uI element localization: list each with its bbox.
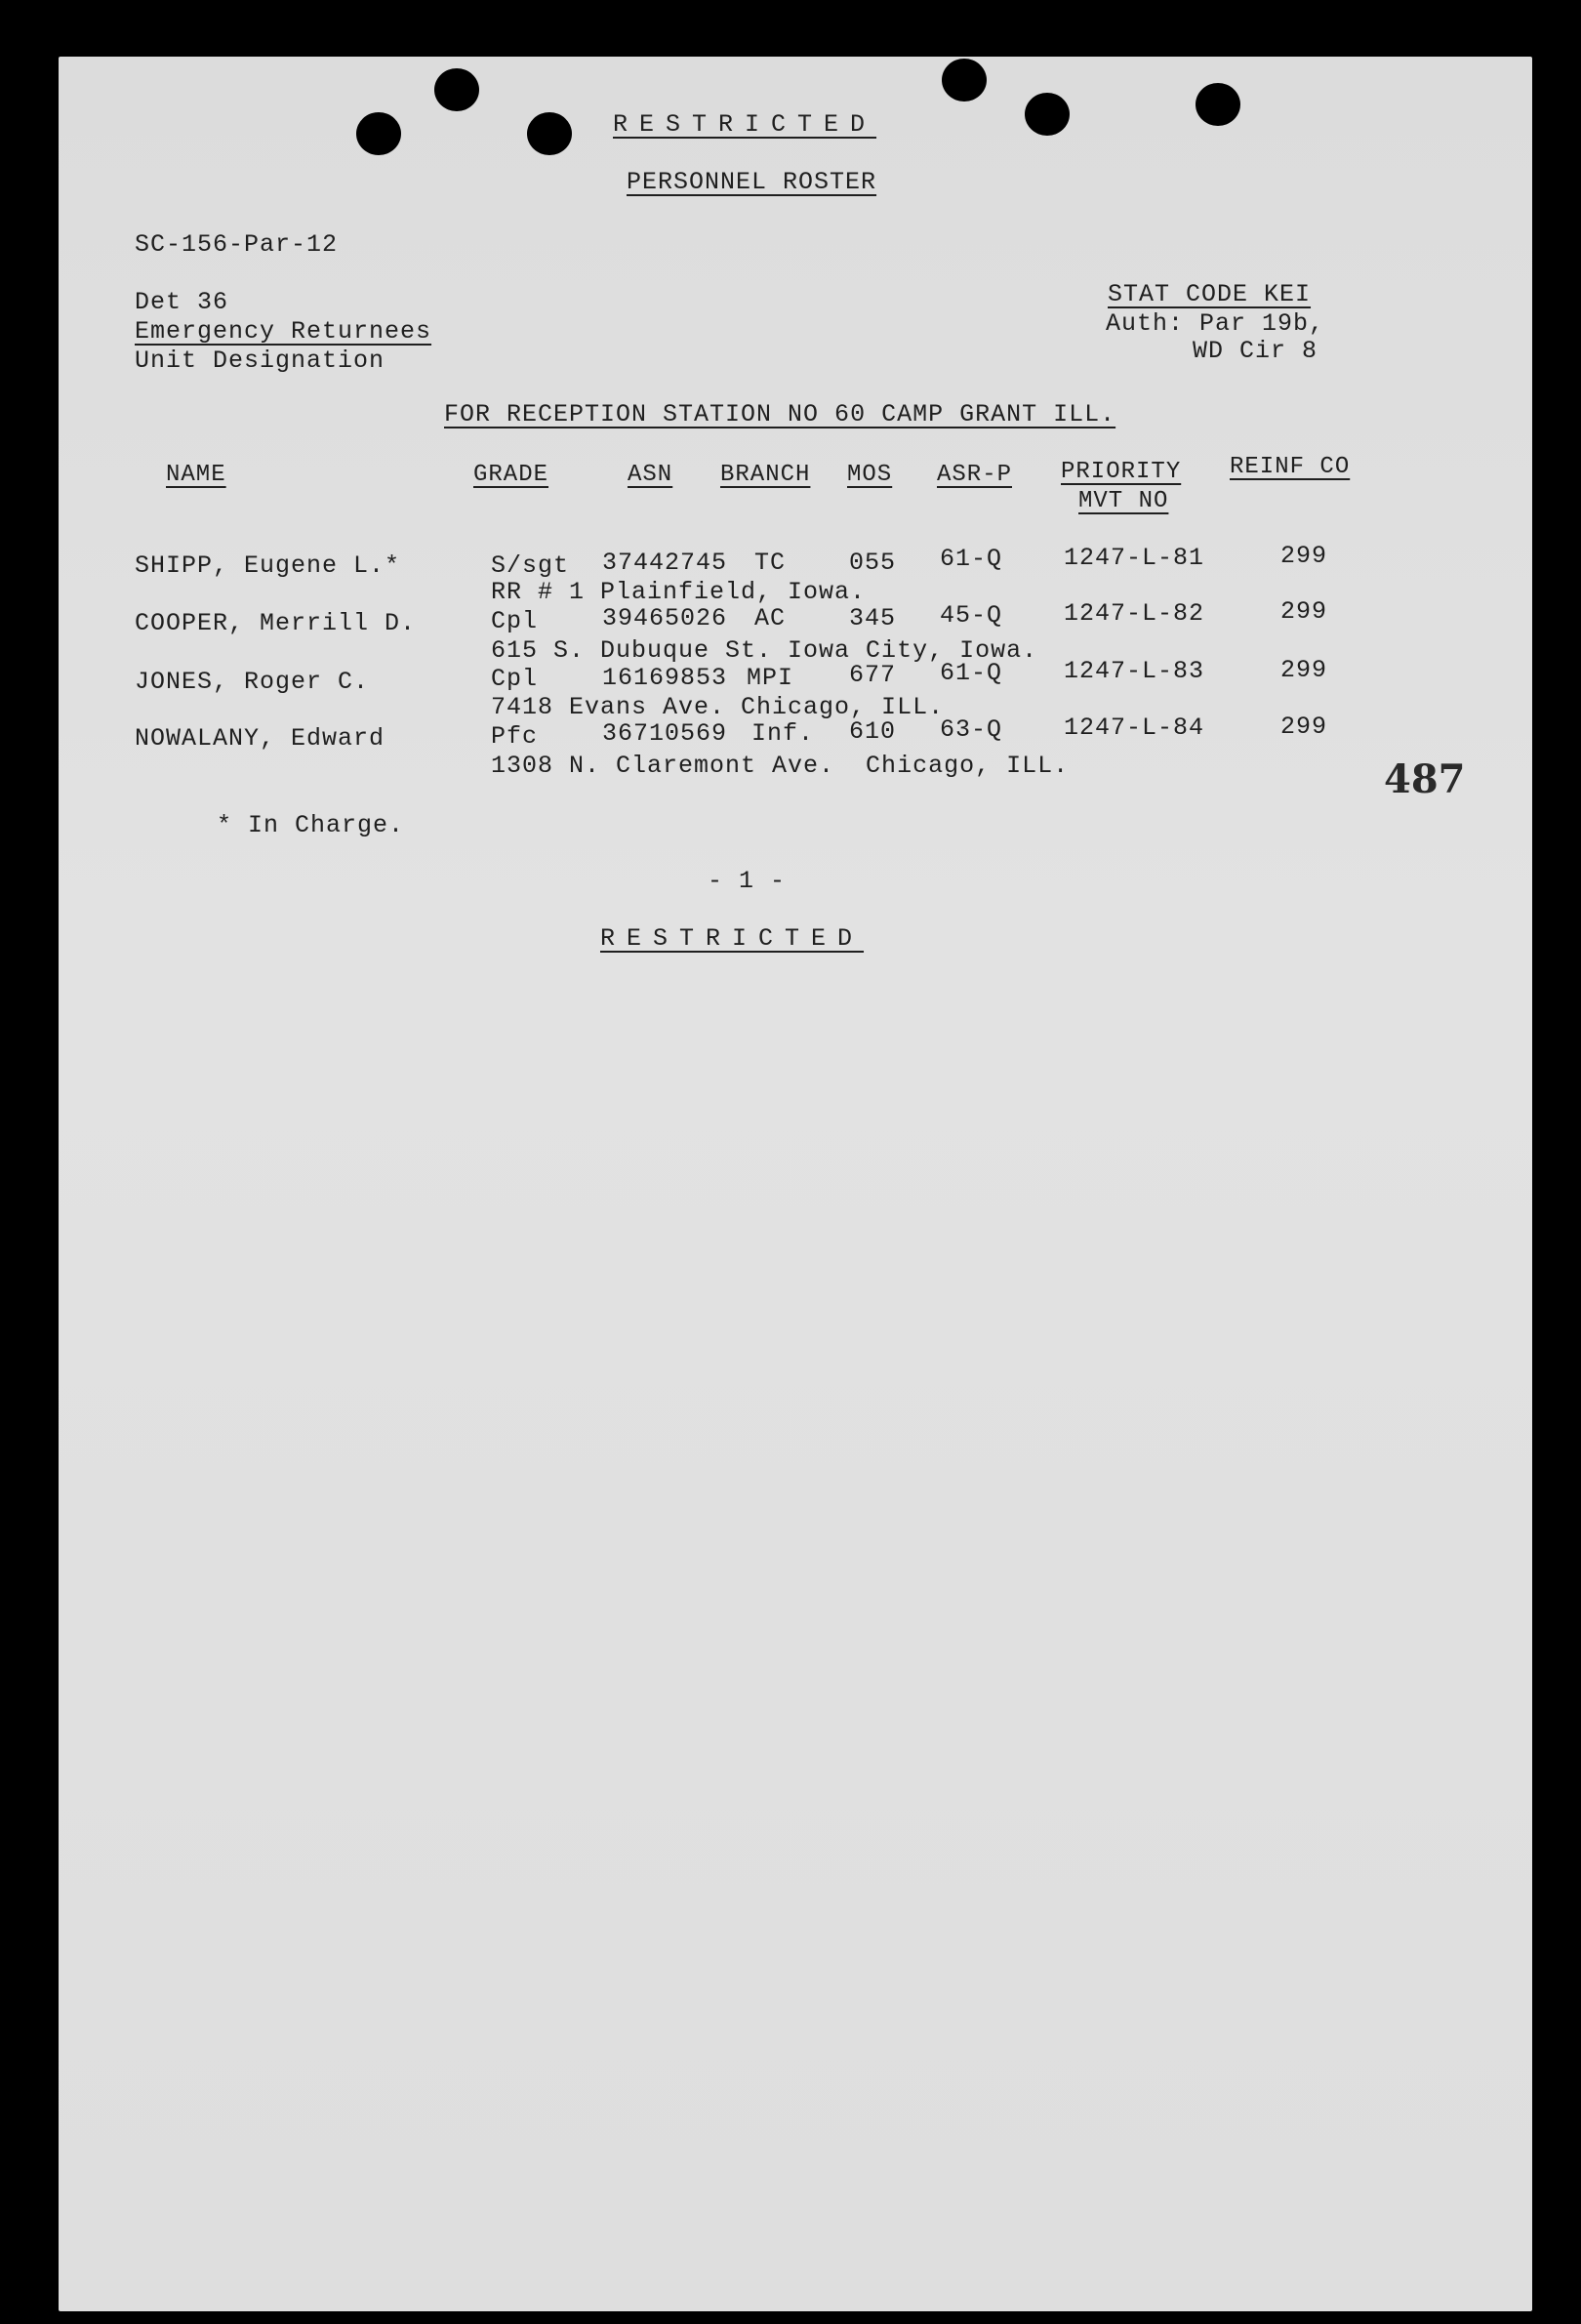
cell-branch: AC [754,604,787,632]
cell-name: JONES, Roger C. [135,668,370,696]
cell-asr: 45-Q [940,601,1003,630]
cell-mos: 610 [849,717,897,746]
stamped-page-number: 487 [1384,756,1466,802]
cell-mvt: 1247-L-84 [1064,714,1205,742]
cell-grade: Cpl [491,607,539,635]
cell-reinf: 299 [1280,656,1328,684]
restricted-top-heading: RESTRICTED [613,110,877,139]
column-header-grade: GRADE [473,462,549,488]
punch-hole [1196,83,1240,126]
cell-grade: Cpl [491,665,539,693]
cell-asr: 61-Q [940,659,1003,687]
cell-reinf: 299 [1280,542,1328,570]
column-header-asn: ASN [628,462,673,488]
cell-reinf: 299 [1280,713,1328,741]
stat-code: STAT CODE KEI [1108,280,1312,308]
punch-hole [942,59,987,102]
column-header-name: NAME [166,462,226,488]
cell-reinf: 299 [1280,597,1328,626]
column-header-mvt-no: MVT NO [1078,488,1169,514]
cell-mos: 677 [849,661,897,689]
footnote: * In Charge. [217,811,405,839]
cell-address: 615 S. Dubuque St. Iowa City, Iowa. [491,636,1038,665]
destination-line: FOR RECEPTION STATION NO 60 CAMP GRANT ILL. [444,400,1116,428]
cell-grade: Pfc [491,722,539,751]
column-header-reinf: REINF CO [1230,454,1351,480]
punch-hole [527,112,572,155]
cell-address: 1308 N. Claremont Ave. Chicago, ILL. [491,752,1070,780]
cell-address: RR # 1 Plainfield, Iowa. [491,578,867,606]
document-page [59,57,1532,2311]
cell-mos: 055 [849,549,897,577]
punch-hole [1025,93,1070,136]
cell-mvt: 1247-L-83 [1064,657,1205,685]
cell-name: SHIPP, Eugene L.* [135,551,401,580]
cell-branch: MPI [747,664,794,692]
column-header-asr: ASR-P [937,462,1013,488]
cell-mvt: 1247-L-82 [1064,599,1205,628]
cell-address: 7418 Evans Ave. Chicago, ILL. [491,693,945,721]
cell-asn: 36710569 [602,719,728,748]
unit-name: Emergency Returnees [135,317,432,346]
authority-line-1: Auth: Par 19b, [1106,309,1325,338]
cell-name: NOWALANY, Edward [135,724,385,753]
restricted-bottom-heading: RESTRICTED [600,924,865,953]
column-header-branch: BRANCH [720,462,811,488]
detachment-number: Det 36 [135,288,229,316]
punch-hole [356,112,401,155]
cell-branch: TC [754,549,787,577]
column-header-priority: PRIORITY [1061,459,1182,485]
document-title: PERSONNEL ROSTER [627,168,877,196]
cell-name: COOPER, Merrill D. [135,609,417,637]
cell-asn: 39465026 [602,604,728,632]
order-reference: SC-156-Par-12 [135,230,339,259]
punch-hole [434,68,479,111]
cell-grade: S/sgt [491,551,570,580]
cell-asn: 37442745 [602,549,728,577]
cell-mos: 345 [849,604,897,632]
cell-asr: 63-Q [940,715,1003,744]
cell-mvt: 1247-L-81 [1064,544,1205,572]
unit-designation-label: Unit Designation [135,347,385,375]
column-header-mos: MOS [847,462,893,488]
cell-asn: 16169853 [602,664,728,692]
page-number: - 1 - [708,867,787,895]
cell-branch: Inf. [751,719,815,748]
authority-line-2: WD Cir 8 [1193,337,1318,365]
cell-asr: 61-Q [940,545,1003,573]
